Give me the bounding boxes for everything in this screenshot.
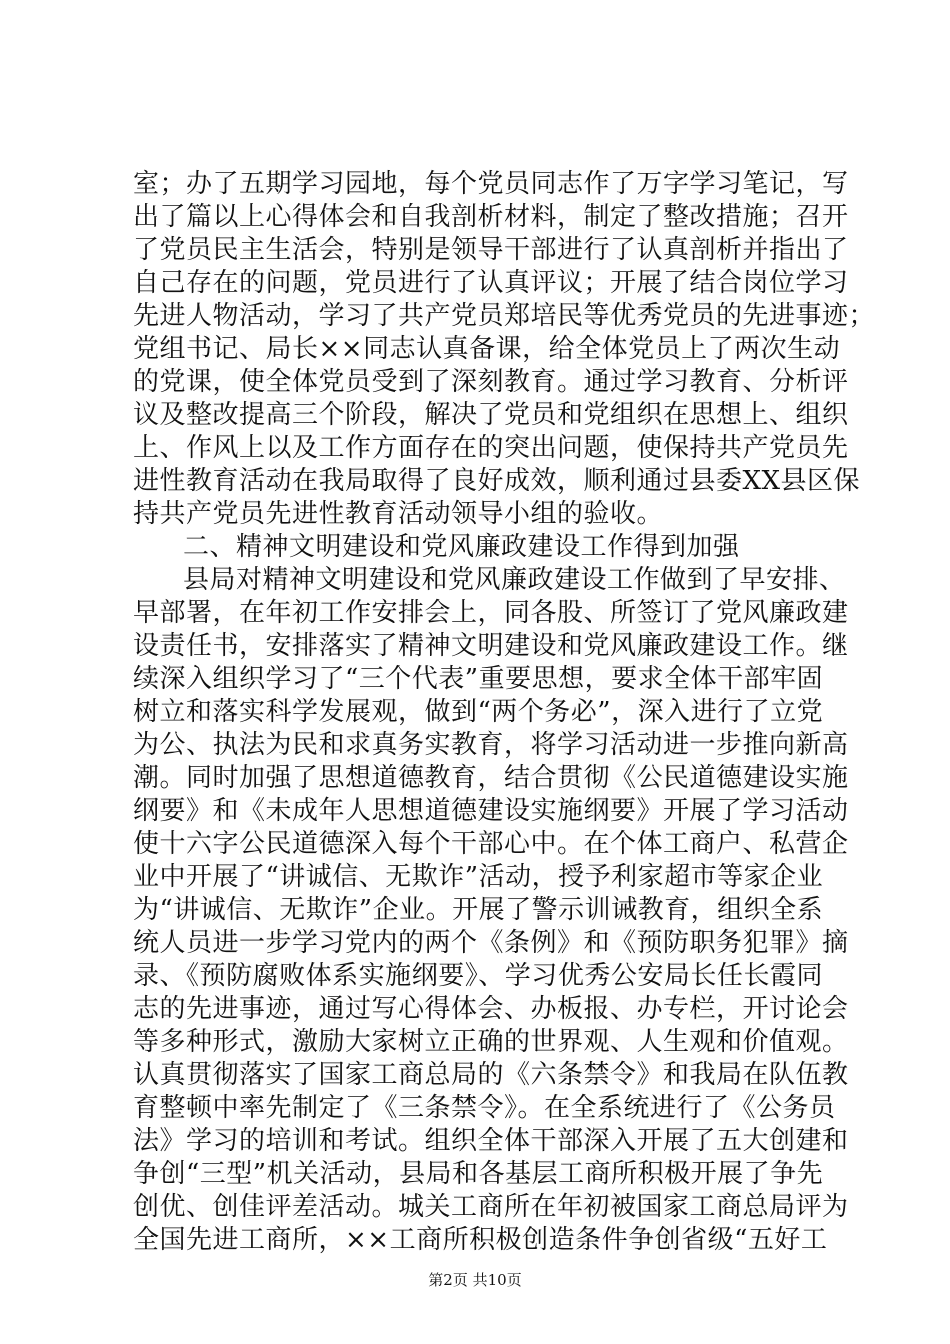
body-line: 党组书记、局长××同志认真备课，给全体党员上了两次生动 <box>133 334 841 364</box>
body-line: 为公、执法为民和求真务实教育，将学习活动进一步推向新高 <box>133 730 849 760</box>
body-line: 先进人物活动，学习了共产党员郑培民等优秀党员的先进事迹； <box>133 301 876 331</box>
page-number: 第2页 共10页 <box>428 1271 522 1289</box>
body-line: 设责任书，安排落实了精神文明建设和党风廉政建设工作。继 <box>133 631 849 661</box>
body-line: 议及整改提高三个阶段，解决了党员和党组织在思想上、组织 <box>133 400 849 430</box>
body-line: 上、作风上以及工作方面存在的突出问题，使保持共产党员先 <box>133 433 849 463</box>
body-line: 等多种形式，激励大家树立正确的世界观、人生观和价值观。 <box>133 1027 849 1057</box>
body-line: 全国先进工商所，××工商所积极创造条件争创省级“五好工 <box>133 1225 828 1255</box>
body-line: 树立和落实科学发展观，做到“两个务必”，深入进行了立党 <box>133 697 824 727</box>
body-line: 录、《预防腐败体系实施纲要》、学习优秀公安局长任长霞同 <box>133 961 823 991</box>
body-line: 志的先进事迹，通过写心得体会、办板报、办专栏，开讨论会 <box>133 994 849 1024</box>
body-line: 统人员进一步学习党内的两个《条例》和《预防职务犯罪》摘 <box>133 928 849 958</box>
body-line: 县局对精神文明建设和党风廉政建设工作做到了早安排、 <box>183 565 846 595</box>
body-line: 育整顿中率先制定了《三条禁令》。在全系统进行了《公务员 <box>133 1093 836 1123</box>
body-line: 争创“三型”机关活动，县局和各基层工商所积极开展了争先 <box>133 1159 824 1189</box>
body-line: 续深入组织学习了“三个代表”重要思想，要求全体干部牢固 <box>133 664 824 694</box>
section-heading: 二、精神文明建设和党风廉政建设工作得到加强 <box>183 532 740 562</box>
body-line: 早部署，在年初工作安排会上，同各股、所签订了党风廉政建 <box>133 598 849 628</box>
body-line: 持共产党员先进性教育活动领导小组的验收。 <box>133 499 664 529</box>
body-line: 创优、创佳评差活动。城关工商所在年初被国家工商总局评为 <box>133 1192 849 1222</box>
body-line: 自己存在的问题，党员进行了认真评议；开展了结合岗位学习 <box>133 268 849 298</box>
body-line: 纲要》和《未成年人思想道德建设实施纲要》开展了学习活动 <box>133 796 849 826</box>
body-line: 潮。同时加强了思想道德教育，结合贯彻《公民道德建设实施 <box>133 763 849 793</box>
body-line: 业中开展了“讲诚信、无欺诈”活动，授予利家超市等家企业 <box>133 862 824 892</box>
page-footer <box>0 1270 950 1290</box>
body-line: 为“讲诚信、无欺诈”企业。开展了警示训诫教育，组织全系 <box>133 895 824 925</box>
body-line: 了党员民主生活会，特别是领导干部进行了认真剖析并指出了 <box>133 235 849 265</box>
body-line: 使十六字公民道德深入每个干部心中。在个体工商户、私营企 <box>133 829 849 859</box>
body-line: 法》学习的培训和考试。组织全体干部深入开展了五大创建和 <box>133 1126 849 1156</box>
body-line: 进性教育活动在我局取得了良好成效，顺利通过县委XX县区保 <box>133 466 861 496</box>
body-line: 的党课，使全体党员受到了深刻教育。通过学习教育、分析评 <box>133 367 849 397</box>
body-line: 室；办了五期学习园地，每个党员同志作了万字学习笔记，写 <box>133 169 849 199</box>
document-body <box>133 168 876 1257</box>
body-line: 认真贯彻落实了国家工商总局的《六条禁令》和我局在队伍教 <box>133 1060 849 1090</box>
body-line: 出了篇以上心得体会和自我剖析材料，制定了整改措施；召开 <box>133 202 849 232</box>
